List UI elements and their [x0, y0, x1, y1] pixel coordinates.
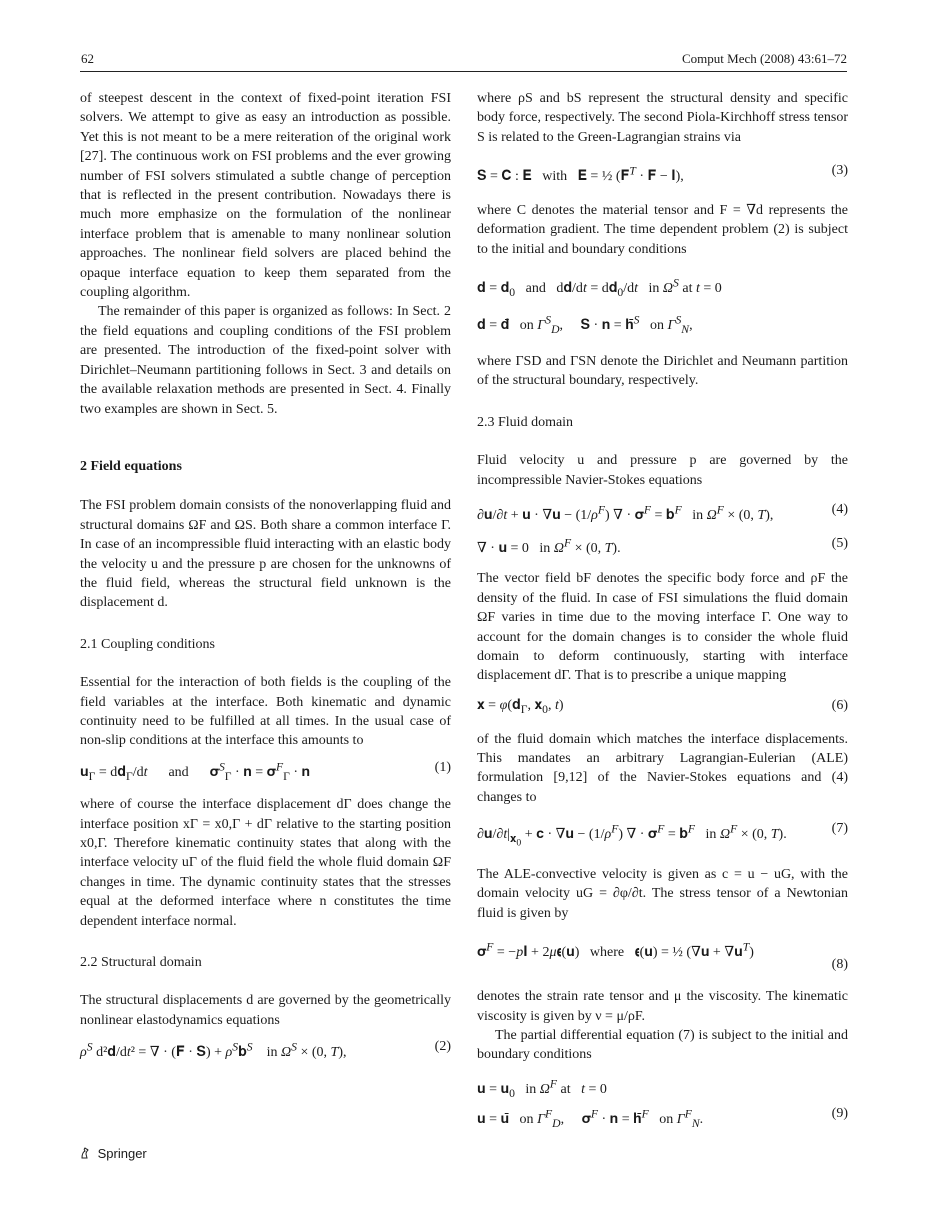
- header-rule: [80, 71, 847, 72]
- equation-2-number: (2): [434, 1039, 451, 1055]
- paragraph-pde-conditions: The partial differential equation (7) is subject to the initial and boundary conditions: [477, 1028, 848, 1063]
- footer: [80, 1146, 147, 1161]
- paragraph-fluid: Fluid velocity u and pressure p are governed by the incompressible Navier-Stokes equations: [477, 453, 848, 488]
- equation-boundary-conditions-structure: 𝐝 = 𝐝̄ on $\Gamma^S_D$, 𝐒 · 𝐧 = 𝐡̄$^S$ on $\Gamma^S_N$,: [477, 313, 693, 336]
- equation-9-number: (9): [831, 1106, 848, 1122]
- paragraph-material-tensor: where C denotes the material tensor and F = ∇d represents the deformation gradient. The time dependent problem (2) is subject to the initial and boundary conditions: [477, 202, 848, 257]
- paragraph-coupling: Essential for the interaction of both fields is the coupling of the field variables at the interface. Both kinematic and dynamic continuity need to be fulfilled at all times. In the usual case of non-slip conditions at the interface this amounts to: [80, 675, 451, 749]
- paragraph-interface-displacement: where of course the interface displacement dΓ does change the interface position xΓ = x0,Γ + dΓ relative to the starting position x0,Γ. Therefore kinematic continuity states that along with the interface velocity uΓ of the fluid field the whole fluid domain ΩF changes in time. The dynamic continuity states that the stresses equal at the deformed interface where n constitutes the time dependent interface normal.: [80, 797, 451, 929]
- section-2-1-heading: 2.1 Coupling conditions: [80, 636, 215, 652]
- equation-7-number: (7): [831, 821, 848, 837]
- springer-horse-icon: [80, 1147, 90, 1159]
- equation-6: 𝐱 = φ(𝐝$_\Gamma$, 𝐱$_0$, t) (6): [477, 697, 848, 716]
- paragraph-problem-domain: The FSI problem domain consists of the nonoverlapping fluid and structural domains ΩF and ΩS. Both share a common interface Γ. In case of an incompressible fluid interacting with an elastic body the velocity u and the pressure p are chosen for the unknowns of the fluid field, whereas the structural field unknown is the displacement d.: [80, 498, 451, 611]
- equation-9: 𝐮 = 𝐮̄ on $\Gamma^F_D$, 𝛔$^F$ · 𝐧 = 𝐡̄$^F$ on $\Gamma^F_N$. (9): [477, 1106, 848, 1130]
- equation-7: $\partial 𝐮/\partial t|_{𝐱_0}$ + 𝐜 · ∇𝐮 − $(1/\rho^F)$ ∇ · 𝛔$^F$ = 𝐛$^F$ in $\Omega^F \times (0$, T). (7): [477, 821, 848, 848]
- equation-5-number: (5): [831, 535, 848, 551]
- paragraph-ale: of the fluid domain which matches the interface displacements. This mandates an arbitrary Lagrangian-Eulerian (ALE) formulation [9,12] of the Navier-Stokes equations and (4) changes to: [477, 731, 848, 805]
- paragraph-structural-density: where ρS and bS represent the structural density and specific body force, respectively. The second Piola-Kirchhoff stress tensor S is related to the Green-Lagrangian strains via: [477, 91, 848, 145]
- publisher-name: Springer: [97, 1146, 147, 1161]
- equation-3-number: (3): [831, 163, 848, 179]
- equation-8: 𝛔$^F$ = −p𝐈 + 2μ𝛜(𝐮) where 𝛜(𝐮) = ½ (∇𝐮 + ∇𝐮$^T$) (8): [477, 937, 848, 973]
- equation-1-number: (1): [434, 759, 451, 775]
- equation-2: $\rho^S$ d²𝐝/dt² = ∇ · (𝐅 · 𝐒) + $\rho^S𝐛^S$ in $\Omega^S \times (0$, T), (2): [80, 1039, 451, 1060]
- section-2-heading: 2 Field equations: [80, 458, 182, 474]
- paragraph-intro: of steepest descent in the context of fixed-point iteration FSI solvers. We attempt to give as easy an introduction as possible. Yet this is not meant to be a mere reiteration of the original work [27]. The continuous work on FSI problems and the ever growing number of FSI solvers stimulated a subtle change of perception that is reflected in the present contribution. Nowadays there is much more emphasize on the formulation of the nonlinear interface problem that is amenable to many nonlinear solution approaches. The nonlinear field solvers are placed behind the opaque interface equation to keep them separated from the coupling algorithm.: [80, 91, 451, 301]
- equation-4-number: (4): [831, 502, 848, 518]
- equation-8-number: (8): [831, 957, 848, 973]
- equation-1: 𝐮$_\Gamma$ = d𝐝$_\Gamma$/dt and 𝛔$^S_\Gamma$ · 𝐧 = 𝛔$^F_\Gamma$ · 𝐧 (1): [80, 759, 451, 784]
- paragraph-vector-field: The vector field bF denotes the specific body force and ρF the density of the fluid. In case of FSI simulations the fluid domain ΩF varies in time due to the moving interface Γ. One way to account for the domain changes is to consider the whole fluid domain to deform continuously, starting with interface displacement dΓ. That is to prescribe a unique mapping: [477, 571, 848, 684]
- left-column: [80, 89, 451, 1071]
- section-2-2-heading: 2.2 Structural domain: [80, 955, 202, 971]
- journal-citation: Comput Mech (2008) 43:61–72: [681, 51, 847, 66]
- equation-4: ∂𝐮/∂t + 𝐮 · ∇𝐮 − $(1/\rho^F)$ ∇ · 𝛔$^F$ = 𝐛$^F$ in $\Omega^F \times (0$, T), (4): [477, 502, 848, 523]
- paragraph-organization: The remainder of this paper is organized as follows: In Sect. 2 the field equations and coupling conditions of the FSI problem are presented. The introduction of the fixed-point solver with Dirichlet–Neumann partitioning follows in Sect. 3 and details on the available relaxation methods are presented in Sect. 4. Finally two examples are shown in Sect. 5.: [80, 304, 451, 417]
- equation-5: ∇ · 𝐮 = 0 in $\Omega^F \times (0$, T). (5): [477, 535, 848, 557]
- paragraph-strain-rate: denotes the strain rate tensor and μ the viscosity. The kinematic viscosity is given by ν = μ/ρF.: [477, 989, 848, 1024]
- paragraph-convective-velocity: The ALE-convective velocity is given as c = u − uG, with the domain velocity uG = ∂φ/∂t. The stress tensor of a Newtonian fluid is given by: [477, 866, 848, 921]
- page-number: 62: [81, 51, 94, 66]
- equation-3: 𝐒 = 𝐂 : 𝐄 with 𝐄 = ½ (𝐅$^T$ · 𝐅 − 𝐈), (3): [477, 163, 848, 184]
- section-2-3-heading: 2.3 Fluid domain: [477, 414, 574, 430]
- equation-initial-conditions-structure: 𝐝 = 𝐝$_0$ and d𝐝/dt = d𝐝$_0$/dt in $\Omega^S$ at t = 0: [477, 276, 722, 299]
- paragraph-dirichlet-neumann: where ΓSD and ΓSN denote the Dirichlet and Neumann partition of the structural boundary, respectively.: [477, 354, 848, 389]
- paragraph-structural: The structural displacements d are governed by the geometrically nonlinear elastodynamics equations: [80, 993, 451, 1028]
- equation-6-number: (6): [831, 697, 848, 713]
- right-column: [477, 89, 848, 1142]
- equation-initial-conditions-fluid: 𝐮 = 𝐮$_0$ in $\Omega^F$ at t = 0: [477, 1077, 607, 1101]
